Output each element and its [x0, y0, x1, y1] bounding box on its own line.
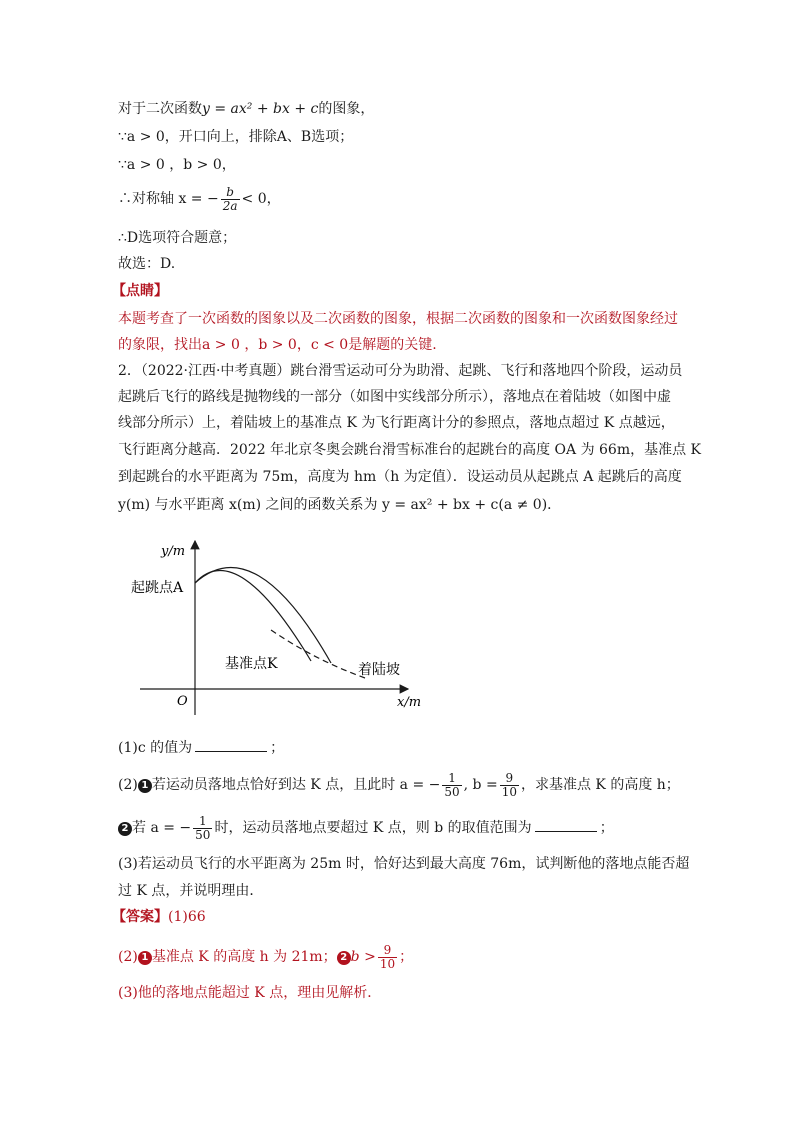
- text: (2): [118, 777, 138, 793]
- question-2-part-1: [118, 768, 678, 802]
- problem-line-4: 飞行距离分越高．2022 年北京冬奥会跳台滑雪标准台的起跳台的高度 OA 为 66m，基准点 K: [118, 442, 702, 458]
- answer-1: (1)66: [168, 909, 206, 925]
- fraction-a: [193, 815, 212, 842]
- problem-line-1: 2．（2022·江西·中考真题）跳台滑雪运动可分为助滑、起跳、飞行和落地四个阶段，运动员: [118, 363, 683, 379]
- text: ∴对称轴 x = −: [118, 191, 219, 207]
- problem-line-6: y(m) 与水平距离 x(m) 之间的函数关系为 y = ax² + bx + c(a ≠ 0)．: [118, 497, 562, 513]
- text: (2): [118, 949, 138, 965]
- math-expression: y = ax² + bx + c: [202, 101, 319, 117]
- solution-line-3: ∵a > 0 ，b > 0，: [118, 157, 236, 173]
- text: 时，运动员落地点要超过 K 点，则 b 的取值范围为: [214, 820, 532, 836]
- solution-line-5: ∴D选项符合题意；: [118, 230, 237, 246]
- landing-slope: [271, 630, 365, 678]
- circled-number-1: 1: [138, 951, 152, 965]
- denominator: 2a: [222, 198, 238, 213]
- text: < 0，: [241, 191, 281, 207]
- answer-2: [118, 940, 678, 974]
- circled-number-2: 2: [337, 951, 351, 965]
- text: 基准点 K 的高度 h 为 21m；: [151, 949, 337, 965]
- text: ，求基准点 K 的高度 h；: [520, 777, 680, 793]
- fraction-b: [500, 772, 519, 799]
- text: ；: [270, 740, 285, 756]
- solution-line-6: 故选：D.: [118, 256, 176, 272]
- denominator: 50: [444, 784, 460, 799]
- numerator: b: [221, 186, 240, 200]
- circled-number-1: 1: [138, 779, 152, 793]
- answer-blank: [195, 737, 267, 752]
- fraction: [378, 944, 397, 971]
- answer-heading: 【答案】: [112, 909, 168, 925]
- question-2-part-2: [118, 811, 678, 845]
- denominator: 10: [501, 784, 517, 799]
- point-k-label: 基准点K: [225, 656, 278, 672]
- x-axis-label: x/m: [397, 695, 422, 710]
- dianjing-line-1: 本题考查了一次函数的图象以及二次函数的图象，根据二次函数的图象和一次函数图象经过: [118, 311, 678, 327]
- problem-line-3: 线部分所示）上，着陆坡上的基准点 K 为飞行距离计分的参照点，落地点超过 K 点越远，: [118, 415, 675, 431]
- problem-line-2: 起跳后飞行的路线是抛物线的一部分（如图中实线部分所示），落地点在着陆坡（如图中虚: [118, 389, 671, 405]
- text: (1)c 的值为: [118, 740, 193, 756]
- point-a-label: 起跳点A: [131, 580, 184, 596]
- text: 若 a = −: [132, 820, 192, 836]
- text: 的图象，: [318, 101, 375, 117]
- numerator: 9: [500, 772, 519, 786]
- landing-slope-label: 着陆坡: [358, 662, 400, 678]
- problem-line-5: 到起跳台的水平距离为 75m，高度为 hm（h 为定值）．设运动员从起跳点 A 起跳后的高度: [118, 469, 682, 485]
- text: b >: [350, 949, 376, 965]
- dianjing-line-2: 的象限，找出a > 0 ，b > 0，c < 0是解题的关键.: [118, 337, 437, 353]
- numerator: 1: [442, 772, 461, 786]
- answer-heading-line: [112, 907, 672, 927]
- question-3-line-1: (3)若运动员飞行的水平距离为 25m 时，恰好达到最大高度 76m，试判断他的落地点能否超: [118, 856, 690, 872]
- answer-3: (3)他的落地点能超过 K 点，理由见解析．: [118, 985, 382, 1001]
- solution-line-2: ∵a > 0，开口向上，排除A、B选项；: [118, 129, 354, 145]
- question-1: [118, 737, 678, 758]
- text: , b =: [463, 777, 498, 793]
- text: ；: [599, 820, 614, 836]
- fraction: [221, 186, 240, 213]
- question-3-line-2: 过 K 点，并说明理由．: [118, 883, 264, 899]
- solution-line-1: [118, 99, 678, 119]
- flight-path-outer: [195, 567, 331, 663]
- flight-path-inner: [195, 571, 311, 661]
- text: 对于二次函数: [118, 101, 202, 117]
- text: 若运动员落地点恰好到达 K 点，且此时 a = −: [151, 777, 441, 793]
- circled-number-2: 2: [118, 822, 132, 836]
- answer-blank: [535, 817, 597, 832]
- origin-label: O: [177, 694, 188, 709]
- denominator: 10: [379, 956, 396, 971]
- text: ；: [399, 949, 414, 965]
- fraction-a: [442, 772, 461, 799]
- dianjing-heading: 【点睛】: [112, 283, 168, 299]
- solution-line-4: [118, 184, 678, 214]
- numerator: 1: [193, 815, 212, 829]
- ski-jump-figure: [125, 535, 445, 720]
- numerator: 9: [378, 944, 397, 958]
- y-axis-label: y/m: [161, 544, 186, 559]
- denominator: 50: [195, 827, 211, 842]
